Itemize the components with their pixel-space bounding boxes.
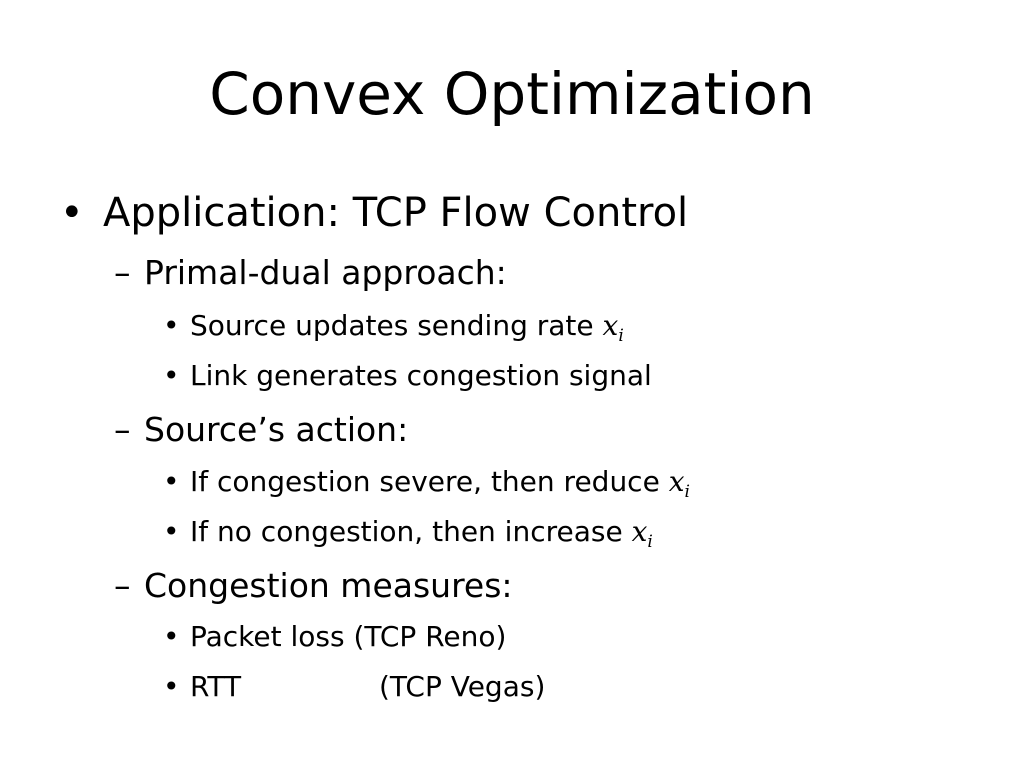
sub-bullet-marker: •: [163, 620, 180, 653]
dash-text: Primal-dual approach:: [144, 253, 507, 292]
sub-bullet-text: Link generates congestion signal: [190, 359, 652, 392]
dash-marker: –: [114, 253, 131, 292]
math-var: x: [602, 309, 619, 342]
sub-bullet-marker: •: [163, 670, 180, 703]
bullet-marker: •: [60, 190, 84, 236]
sub-bullet-marker: •: [163, 359, 180, 392]
math-sub: i: [647, 531, 653, 552]
sub-bullet-line: [190, 515, 653, 552]
rtt-value: (TCP Vegas): [379, 670, 546, 703]
math-sub: i: [684, 481, 690, 502]
dash-marker: –: [114, 566, 131, 605]
math-var: x: [631, 515, 648, 548]
bullet-text: Application: TCP Flow Control: [103, 190, 689, 236]
rtt-label: RTT: [190, 670, 242, 703]
sub-bullet-text: If congestion severe, then reduce: [190, 465, 660, 498]
sub-bullet-text: Source updates sending rate: [190, 309, 594, 342]
slide-title: Convex Optimization: [209, 60, 815, 128]
math-sub: i: [618, 325, 624, 346]
math-x-sub-i: [602, 309, 624, 346]
dash-text: Source’s action:: [144, 410, 409, 449]
dash-text: Congestion measures:: [144, 566, 513, 605]
sub-bullet-marker: •: [163, 465, 180, 498]
sub-bullet-marker: •: [163, 309, 180, 342]
sub-bullet-line: [190, 465, 690, 502]
sub-bullet-marker: •: [163, 515, 180, 548]
sub-bullet-text: Packet loss (TCP Reno): [190, 620, 507, 653]
dash-marker: –: [114, 410, 131, 449]
sub-bullet-line: [190, 309, 624, 346]
math-x-sub-i: [668, 465, 690, 502]
sub-bullet-text: If no congestion, then increase: [190, 515, 623, 548]
math-var: x: [668, 465, 685, 498]
math-x-sub-i: [631, 515, 653, 552]
